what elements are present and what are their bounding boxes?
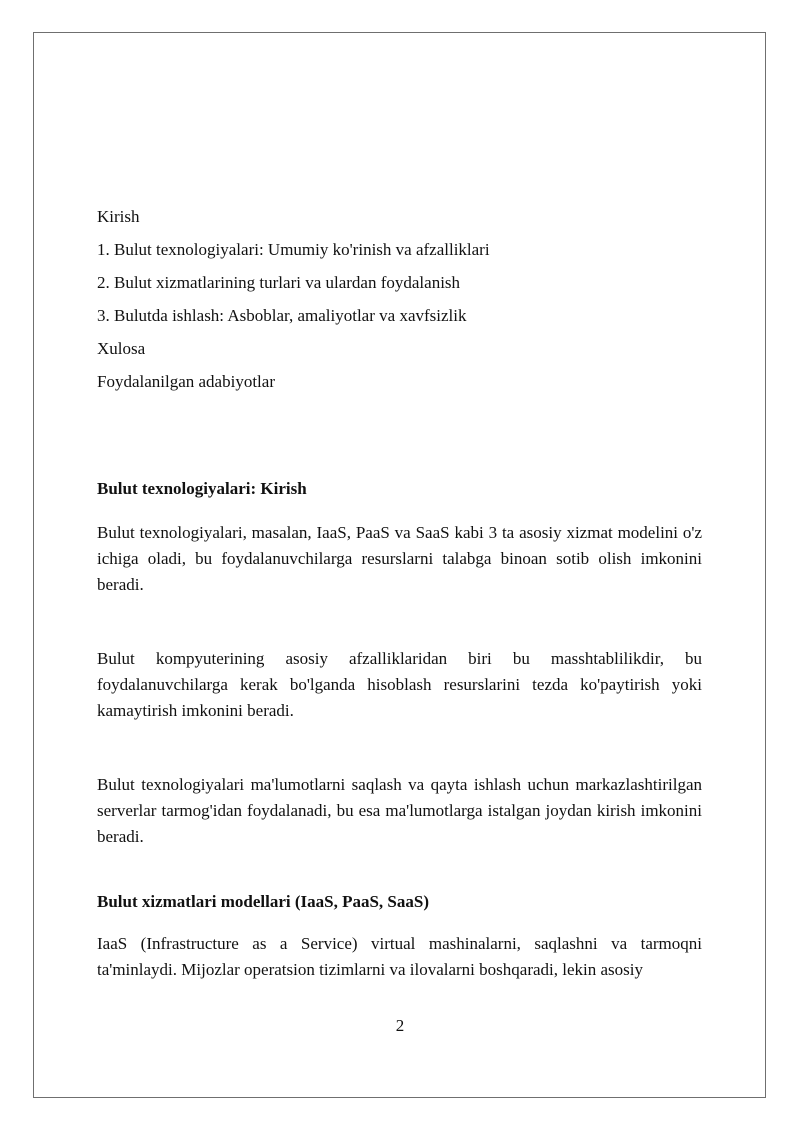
toc-item: 2. Bulut xizmatlarining turlari va ulardan foydalanish — [97, 273, 461, 292]
paragraph: Bulut texnologiyalari, masalan, IaaS, PaaS va SaaS kabi 3 ta asosiy xizmat modelini o'z ichiga oladi, bu foydalanuvchilarga resurslarni talabga binoan sotib olish imkonini beradi. — [97, 523, 702, 594]
section-heading: Bulut texnologiyalari: Kirish — [97, 479, 307, 498]
toc-item: 3. Bulutda ishlash: Asboblar, amaliyotlar va xavfsizlik — [97, 306, 467, 325]
table-of-contents — [97, 200, 702, 398]
toc-item: Foydalanilgan adabiyotlar — [97, 372, 275, 391]
toc-item: Kirish — [97, 207, 140, 226]
paragraph: Bulut texnologiyalari ma'lumotlarni saqlash va qayta ishlash uchun markazlashtirilgan serverlar tarmog'idan foydalanadi, bu esa ma'lumotlarga istalgan joydan kirish imkonini beradi. — [97, 775, 702, 846]
section-heading: Bulut xizmatlari modellari (IaaS, PaaS, SaaS) — [97, 892, 429, 911]
toc-item: Xulosa — [97, 339, 146, 358]
page-number: 2 — [395, 1016, 405, 1035]
toc-item: 1. Bulut texnologiyalari: Umumiy ko'rinish va afzalliklari — [97, 240, 490, 259]
paragraph: Bulut kompyuterining asosiy afzalliklaridan biri bu masshtablilikdir, bu foydalanuvchilarga kerak bo'lganda hisoblash resurslarini tezda ko'paytirish yoki kamaytirish imkonini beradi. — [97, 649, 702, 720]
paragraph: IaaS (Infrastructure as a Service) virtual mashinalarni, saqlashni va tarmoqni ta'minlaydi. Mijozlar operatsion tizimlarni va ilovalarni boshqaradi, lekin asosiy — [97, 934, 702, 979]
document-body — [97, 200, 702, 983]
